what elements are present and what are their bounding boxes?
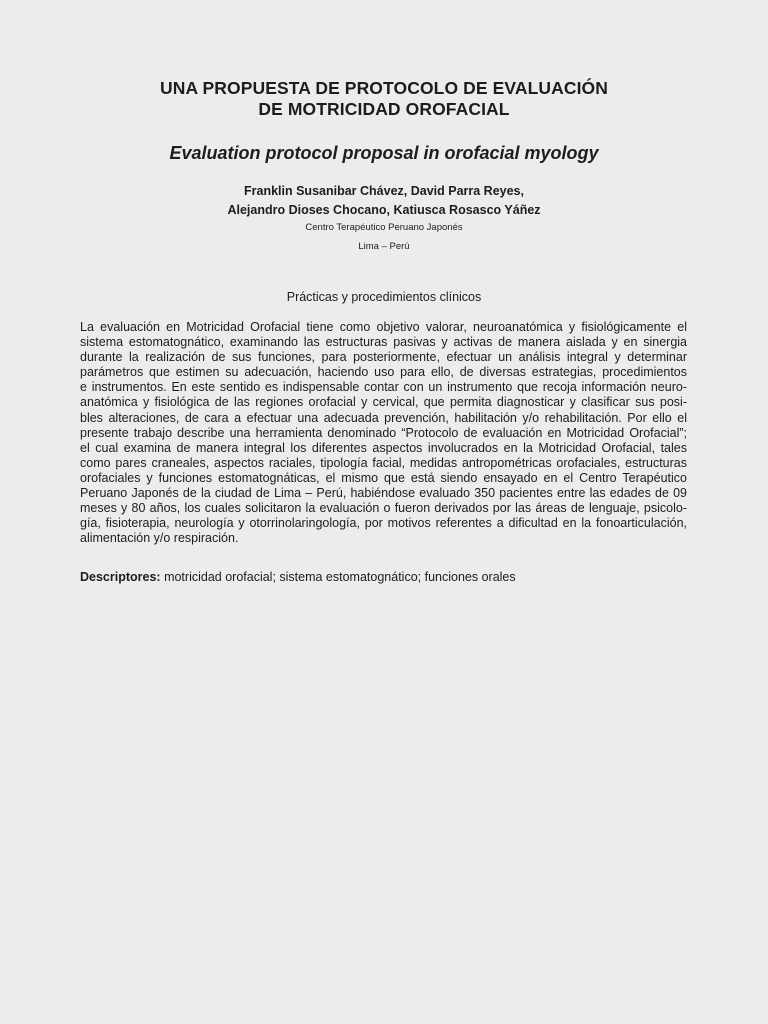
abstract-line: alimentación y/o respiración. — [80, 531, 239, 546]
author-line-1: Franklin Susanibar Chávez, David Parra Reyes, — [244, 184, 524, 198]
author-list — [0, 182, 768, 220]
abstract-line: gía, fisioterapia, neurología y otorrinolaringología, por motivos referentes a dificultad en la fonoarticulación, — [80, 516, 687, 531]
author-line-2: Alejandro Dioses Chocano, Katiusca Rosasco Yáñez — [227, 203, 541, 217]
affiliation-location: Lima – Perú — [358, 241, 410, 252]
abstract-line: Peruano Japonés de la ciudad de Lima – Perú, habiéndose evaluado 350 pacientes entre las edades de 09 — [80, 486, 687, 501]
paper-title-line-1: UNA PROPUESTA DE PROTOCOLO DE EVALUACIÓN — [159, 78, 608, 98]
abstract-line: parámetros que estimen su adecuación, haciendo uso para ello, de diversas estrategias, procedimientos — [80, 365, 687, 380]
abstract-line: e instrumentos. En este sentido es indispensable contar con un instrumento que recoja información neuro- — [80, 380, 687, 395]
abstract-line: meses y 80 años, los cuales solicitaron la evaluación o fueron derivados por las áreas de lenguaje, psicolo- — [80, 501, 687, 516]
affiliation-institution: Centro Terapéutico Peruano Japonés — [305, 222, 463, 233]
abstract-body — [80, 320, 687, 546]
abstract-line: presente trabajo describe una herramienta denominado “Protocolo de evaluación en Motricidad Orofacial”; — [80, 425, 687, 440]
abstract-line: anatómica y fisiológica de las regiones orofacial y cervical, que permita diagnosticar y clasificar sus posi- — [80, 395, 687, 410]
keywords-label: Descriptores: — [80, 570, 161, 584]
paper-english-title: Evaluation protocol proposal in orofacial myology — [169, 143, 599, 163]
section-label: Prácticas y procedimientos clínicos — [286, 290, 482, 304]
abstract-line: el cual examina de manera integral los diferentes aspectos involucrados en la Motricidad Orofacial, tales — [80, 440, 687, 455]
keywords — [80, 569, 516, 585]
abstract-line: sistema estomatognático, examinando las estructuras pasivas y activas de manera aislada y en sinergia — [80, 335, 687, 350]
paper-title — [0, 78, 768, 120]
keywords-text: motricidad orofacial; sistema estomatognático; funciones orales — [160, 570, 516, 584]
paper-title-line-2: DE MOTRICIDAD OROFACIAL — [258, 99, 510, 119]
abstract-line: orofaciales y funciones estomatognáticas, el mismo que está siendo ensayado en el Centro Terapéutico — [80, 470, 687, 485]
abstract-line: como pares craneales, aspectos raciales, tipología facial, medidas antropométricas orofaciales, estructuras — [80, 455, 687, 470]
abstract-line: La evaluación en Motricidad Orofacial tiene como objetivo valorar, neuroanatómica y fisiológicamente el — [80, 320, 687, 334]
abstract-line: durante la realización de sus funciones, para posteriormente, efectuar un análisis integral y determinar — [80, 350, 687, 365]
abstract-line: bles alteraciones, de cara a efectuar una adecuada prevención, habilitación y/o rehabilitación. Por ello el — [80, 410, 687, 425]
